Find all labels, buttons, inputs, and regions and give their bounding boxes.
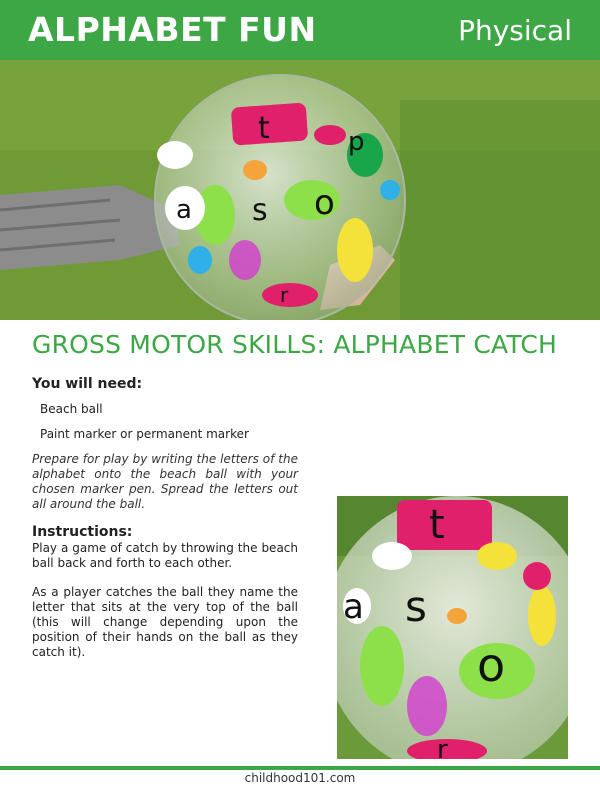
svg-text:o: o — [477, 638, 506, 692]
activity-title: GROSS MOTOR SKILLS: ALPHABET CATCH — [32, 330, 558, 359]
hero-photo — [0, 60, 600, 320]
beach-ball-photo — [0, 60, 600, 320]
page-title: ALPHABET FUN — [28, 10, 317, 49]
svg-text:t: t — [258, 111, 270, 146]
svg-text:o: o — [314, 183, 335, 223]
category-label: Physical — [458, 14, 572, 47]
material-item: Beach ball — [40, 402, 103, 416]
closeup-photo — [337, 496, 568, 759]
preparation-text: Prepare for play by writing the letters of the alphabet onto the beach ball with your chosen marker pen. Spread the letters out all around the ball. — [32, 452, 298, 511]
instructions-body — [32, 541, 298, 674]
instruction-paragraph: Play a game of catch by throwing the beach ball back and forth to each other. — [32, 541, 298, 570]
beach-ball-closeup — [337, 496, 568, 759]
instruction-paragraph: As a player catches the ball they name the letter that sits at the very top of the ball (this will change depending upon the position of their hands on the ball as they catch it). — [32, 585, 298, 659]
instructions-heading: Instructions: — [32, 524, 133, 540]
materials-list — [40, 402, 249, 452]
svg-text:a: a — [343, 587, 364, 627]
you-will-need-heading: You will need: — [32, 376, 143, 392]
header-bar — [0, 0, 600, 60]
footer-site: childhood101.com — [244, 771, 356, 785]
svg-text:p: p — [348, 127, 365, 157]
footer-divider — [0, 766, 600, 770]
svg-text:r: r — [437, 735, 448, 759]
svg-text:s: s — [405, 582, 427, 631]
svg-text:r: r — [280, 283, 289, 307]
svg-text:s: s — [252, 193, 268, 228]
svg-text:a: a — [176, 195, 192, 225]
material-item: Paint marker or permanent marker — [40, 427, 249, 441]
svg-text:t: t — [429, 502, 445, 548]
